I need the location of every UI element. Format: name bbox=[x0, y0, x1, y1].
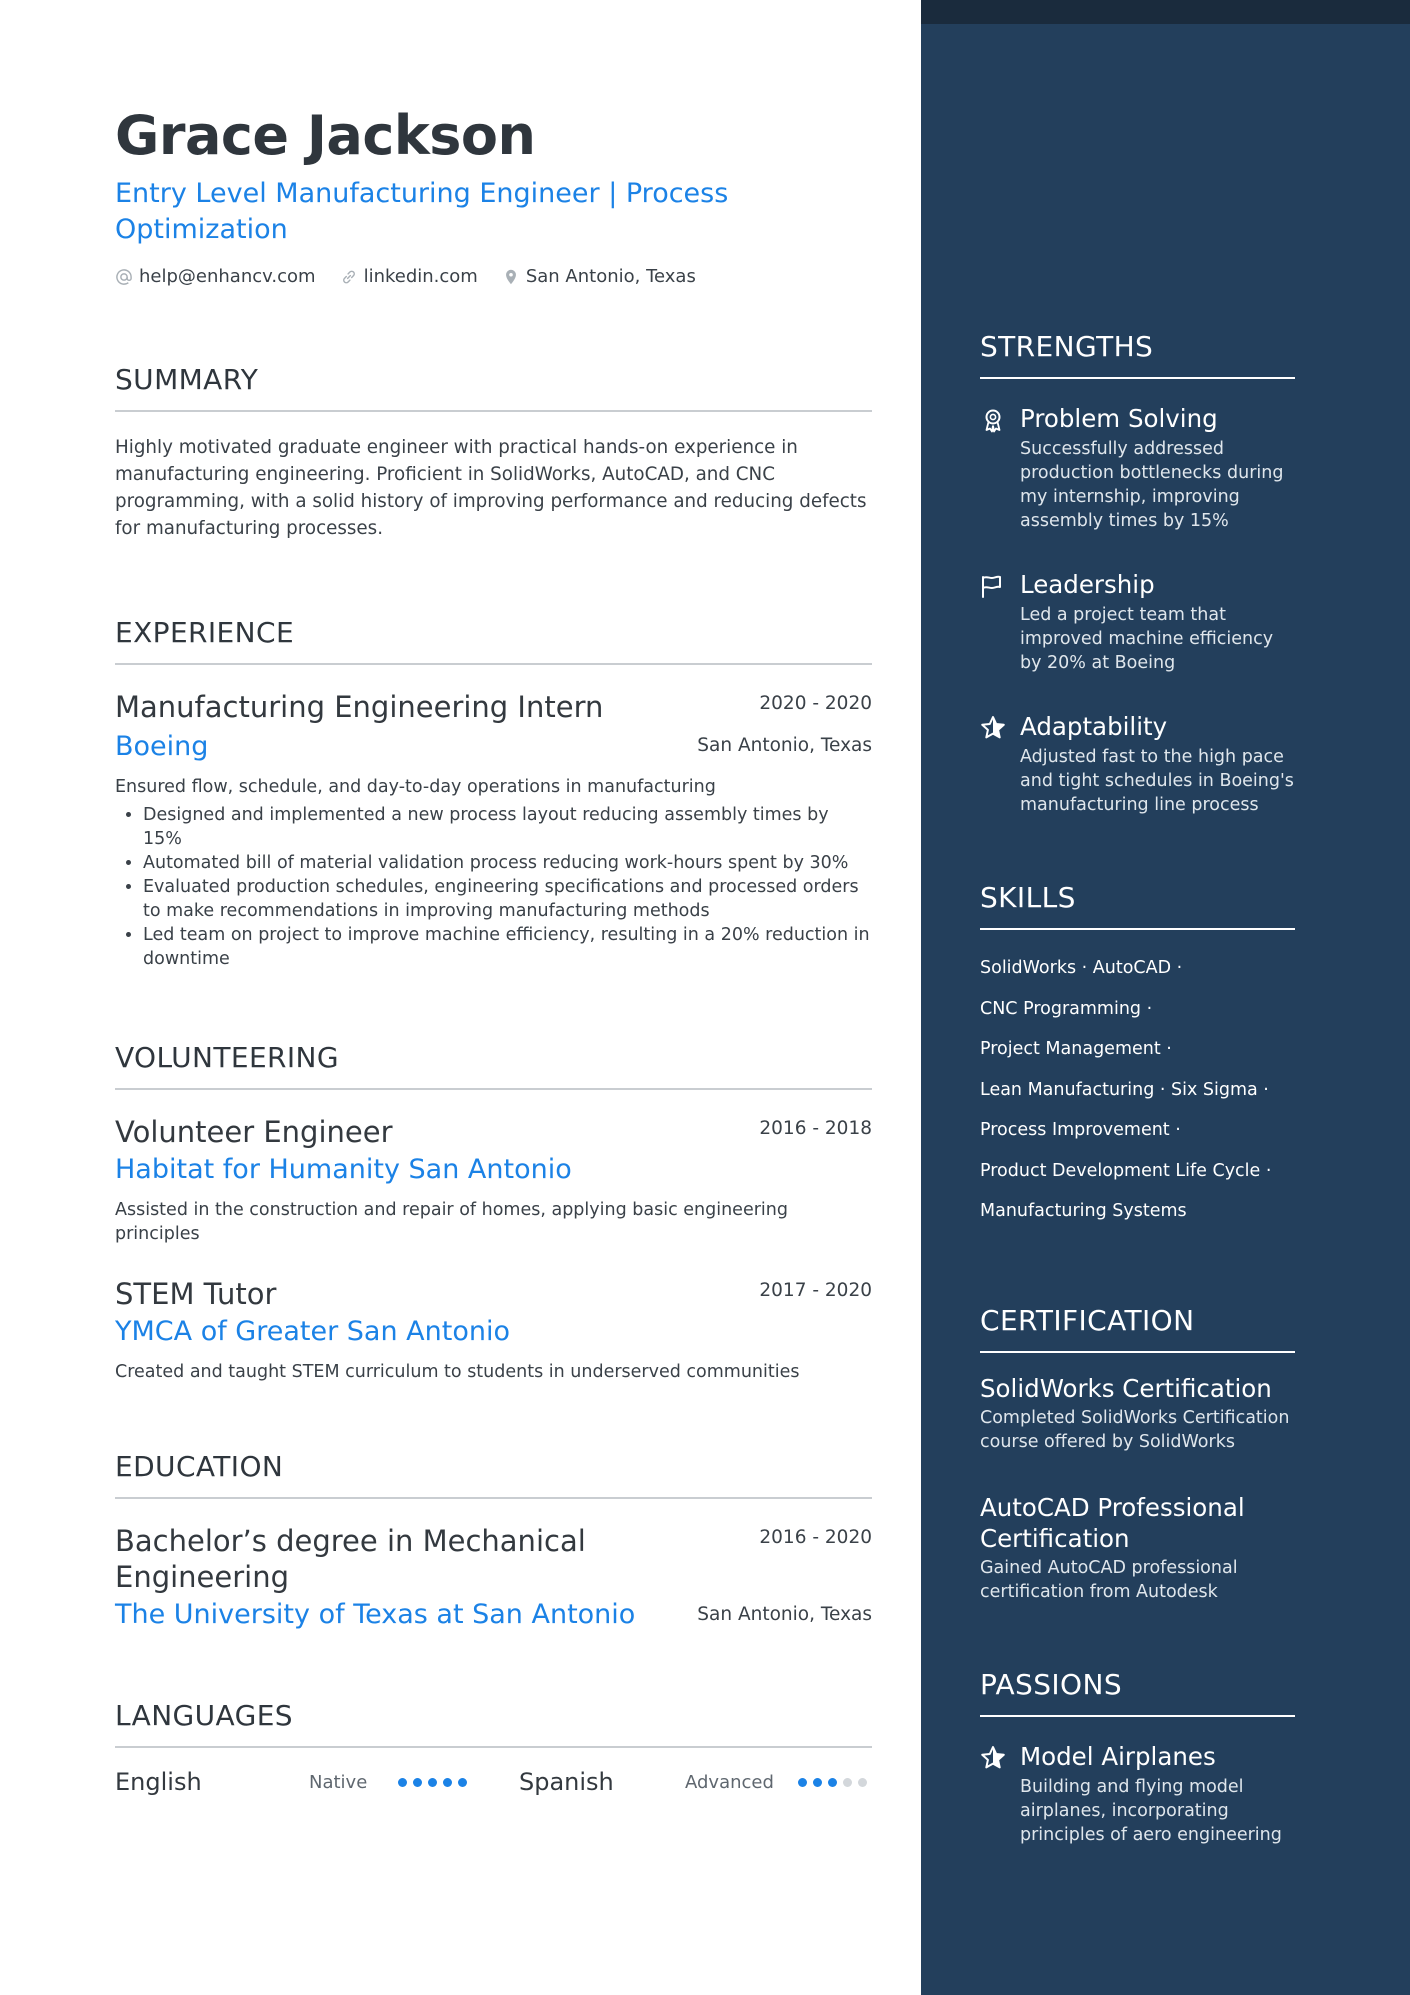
certification-item bbox=[980, 1492, 1295, 1604]
certification-title: CERTIFICATION bbox=[980, 1304, 1295, 1353]
language-rating bbox=[798, 1778, 867, 1787]
star-icon bbox=[980, 1745, 1006, 1771]
rating-dot-filled bbox=[428, 1778, 437, 1787]
experience-section bbox=[115, 616, 872, 971]
job-company: Boeing bbox=[115, 731, 209, 762]
volunteering-entry bbox=[115, 1114, 872, 1246]
volunteer-organization: YMCA of Greater San Antonio bbox=[115, 1316, 510, 1347]
skill-line: Process Improvement · bbox=[980, 1120, 1181, 1140]
certification-description: Gained AutoCAD professional certification from Autodesk bbox=[980, 1557, 1238, 1602]
language-level: Advanced bbox=[685, 1771, 774, 1793]
passion-name: Model Airplanes bbox=[1020, 1741, 1216, 1771]
skill-line: Manufacturing Systems bbox=[980, 1201, 1187, 1221]
certification-name: AutoCAD Professional Certification bbox=[980, 1492, 1245, 1553]
skill-line: Product Development Life Cycle · bbox=[980, 1160, 1272, 1181]
skills-title: SKILLS bbox=[980, 881, 1295, 930]
volunteer-organization: Habitat for Humanity San Antonio bbox=[115, 1154, 572, 1185]
award-icon bbox=[980, 407, 1006, 433]
contact-linkedin[interactable] bbox=[340, 266, 478, 287]
strength-description: Led a project team that improved machine efficiency by 20% at Boeing bbox=[1020, 605, 1274, 673]
languages-section bbox=[115, 1699, 872, 1796]
contact-email[interactable] bbox=[115, 266, 316, 287]
certification-item bbox=[980, 1373, 1295, 1454]
job-description: Ensured flow, schedule, and day-to-day operations in manufacturing bbox=[115, 777, 716, 797]
job-role: Manufacturing Engineering Intern bbox=[115, 690, 604, 724]
strengths-title: STRENGTHS bbox=[980, 330, 1295, 379]
strength-name: Adaptability bbox=[1020, 712, 1168, 741]
flag-icon bbox=[980, 573, 1006, 599]
strength-description: Successfully addressed production bottlenecks during my internship, improving assembly times by 15% bbox=[1020, 439, 1284, 531]
volunteer-date: 2016 - 2018 bbox=[759, 1118, 872, 1139]
contact-info bbox=[115, 266, 872, 287]
rating-dot-empty bbox=[843, 1778, 852, 1787]
certification-name: SolidWorks Certification bbox=[980, 1373, 1272, 1403]
language-level: Native bbox=[309, 1771, 368, 1793]
education-entry bbox=[115, 1523, 872, 1633]
education-section bbox=[115, 1450, 872, 1633]
rating-dot-empty bbox=[858, 1778, 867, 1787]
list-item: • Led team on project to improve machine efficiency, resulting in a 20% reduction in downtime bbox=[143, 923, 872, 971]
summary-title: SUMMARY bbox=[115, 363, 872, 412]
language-item bbox=[519, 1768, 872, 1796]
education-degree: Bachelor’s degree in Mechanical Engineering bbox=[115, 1524, 586, 1594]
list-item: • Evaluated production schedules, engineering specifications and processed orders to make recommendations in improving manufacturing methods bbox=[143, 875, 872, 923]
skills-list bbox=[980, 948, 1295, 1232]
education-title: EDUCATION bbox=[115, 1450, 872, 1499]
language-name: Spanish bbox=[519, 1768, 614, 1796]
certification-section bbox=[980, 1304, 1295, 1604]
list-item: • Automated bill of material validation process reducing work-hours spent by 30% bbox=[143, 851, 872, 875]
strength-name: Leadership bbox=[1020, 570, 1155, 599]
passions-section bbox=[980, 1668, 1295, 1847]
volunteer-description: Created and taught STEM curriculum to students in underserved communities bbox=[115, 1362, 800, 1382]
rating-dot-filled bbox=[798, 1778, 807, 1787]
summary-text: Highly motivated graduate engineer with practical hands-on experience in manufacturing engineering. Proficient in SolidWorks, AutoCAD, and CNC programming, with a solid history of improving performance and reducing defects for manufacturing processes. bbox=[115, 437, 867, 539]
contact-email-text: help@enhancv.com bbox=[139, 266, 316, 287]
experience-title: EXPERIENCE bbox=[115, 616, 872, 665]
strength-name: Problem Solving bbox=[1020, 404, 1218, 433]
job-date: 2020 - 2020 bbox=[759, 693, 872, 714]
passion-description: Building and flying model airplanes, incorporating principles of aero engineering bbox=[1020, 1776, 1282, 1845]
languages-row bbox=[115, 1768, 872, 1796]
education-date: 2016 - 2020 bbox=[759, 1527, 872, 1548]
rating-dot-filled bbox=[398, 1778, 407, 1787]
volunteering-title: VOLUNTEERING bbox=[115, 1041, 872, 1090]
rating-dot-filled bbox=[828, 1778, 837, 1787]
skill-line: Project Management · bbox=[980, 1039, 1172, 1059]
education-location: San Antonio, Texas bbox=[697, 1603, 872, 1625]
experience-entry bbox=[115, 689, 872, 971]
job-location: San Antonio, Texas bbox=[697, 734, 872, 756]
location-pin-icon bbox=[502, 268, 520, 286]
summary-section bbox=[115, 363, 872, 542]
sidebar-top-bar bbox=[921, 0, 1410, 24]
language-item bbox=[115, 1768, 519, 1796]
strength-item bbox=[980, 569, 1295, 675]
language-rating bbox=[398, 1778, 467, 1787]
volunteering-section bbox=[115, 1041, 872, 1384]
skill-line: Lean Manufacturing · Six Sigma · bbox=[980, 1079, 1269, 1100]
volunteering-entry bbox=[115, 1276, 872, 1384]
language-name: English bbox=[115, 1768, 202, 1796]
strengths-section bbox=[980, 330, 1295, 817]
strength-item bbox=[980, 403, 1295, 533]
volunteer-role: Volunteer Engineer bbox=[115, 1115, 393, 1149]
certification-description: Completed SolidWorks Certification course offered by SolidWorks bbox=[980, 1407, 1290, 1452]
job-bullets bbox=[115, 803, 872, 971]
skills-section bbox=[980, 881, 1295, 1232]
main-column bbox=[115, 100, 872, 1796]
volunteer-description: Assisted in the construction and repair of homes, applying basic engineering principles bbox=[115, 1200, 788, 1244]
link-icon bbox=[340, 268, 358, 286]
contact-linkedin-text: linkedin.com bbox=[363, 266, 478, 287]
skill-line: SolidWorks · AutoCAD · bbox=[980, 958, 1183, 978]
education-school: The University of Texas at San Antonio bbox=[115, 1599, 636, 1630]
sidebar-content bbox=[980, 330, 1295, 1847]
list-item: • Designed and implemented a new process layout reducing assembly times by 15% bbox=[143, 803, 872, 851]
rating-dot-filled bbox=[813, 1778, 822, 1787]
strength-description: Adjusted fast to the high pace and tight schedules in Boeing's manufacturing line process bbox=[1020, 747, 1294, 815]
strength-item bbox=[980, 711, 1295, 817]
volunteer-role: STEM Tutor bbox=[115, 1277, 277, 1311]
skill-line: CNC Programming · bbox=[980, 998, 1153, 1019]
contact-location bbox=[502, 266, 696, 287]
rating-dot-filled bbox=[458, 1778, 467, 1787]
at-icon bbox=[115, 268, 133, 286]
passions-title: PASSIONS bbox=[980, 1668, 1295, 1717]
languages-title: LANGUAGES bbox=[115, 1699, 872, 1748]
passion-item bbox=[980, 1741, 1295, 1847]
candidate-name: Grace Jackson bbox=[115, 104, 536, 167]
candidate-headline: Entry Level Manufacturing Engineer | Process Optimization bbox=[115, 178, 729, 245]
rating-dot-filled bbox=[443, 1778, 452, 1787]
rating-dot-filled bbox=[413, 1778, 422, 1787]
star-icon bbox=[980, 715, 1006, 741]
volunteer-date: 2017 - 2020 bbox=[759, 1280, 872, 1301]
contact-location-text: San Antonio, Texas bbox=[525, 266, 696, 287]
